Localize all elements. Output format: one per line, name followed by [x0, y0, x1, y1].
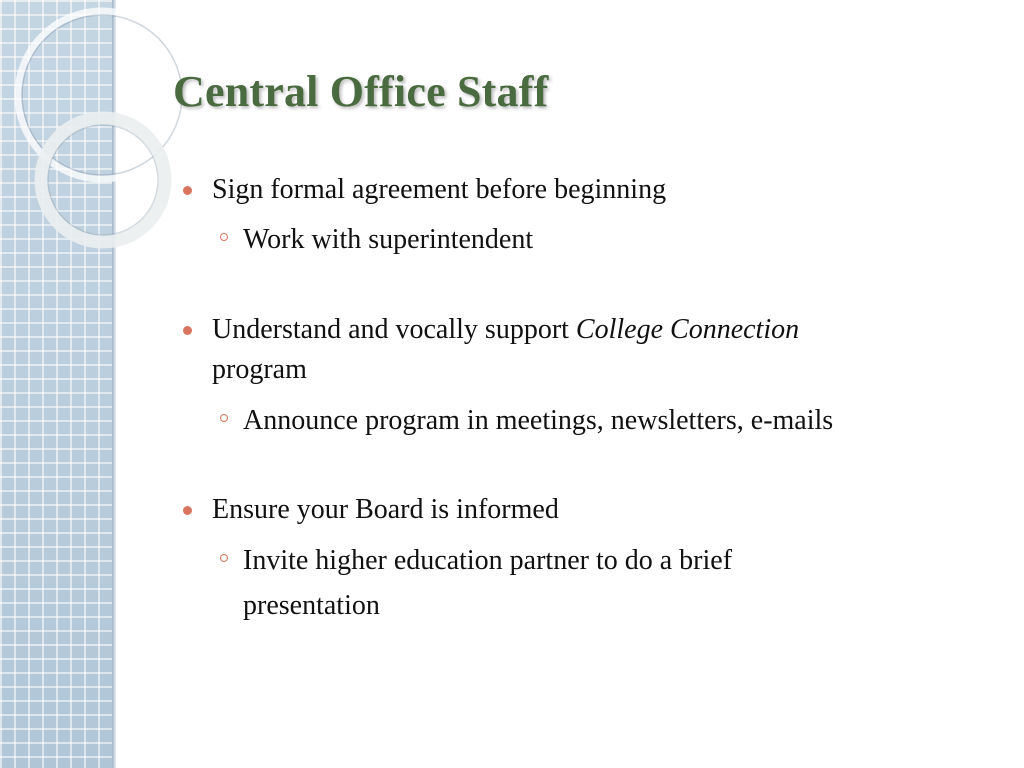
- bullet-item-3: Ensure your Board is informed: [212, 494, 559, 525]
- sub-bullet-item-2: Announce program in meetings, newsletters, e-mails: [243, 405, 834, 436]
- sub-bullet-ring-icon: [220, 233, 228, 241]
- sub-bullet-ring-icon: [220, 554, 228, 562]
- bullet-item-2: [212, 310, 799, 350]
- bullet-dot-icon: [183, 186, 192, 195]
- sub-bullet-ring-icon: [220, 414, 228, 422]
- sub-bullet-item-3: Invite higher education partner to do a brief: [243, 545, 733, 576]
- bullet-dot-icon: [183, 506, 192, 515]
- bullet-item-2-text: Understand and vocally support: [212, 314, 576, 345]
- bullet-item-2-continuation: program: [212, 354, 307, 385]
- bullet-item-1: Sign formal agreement before beginning: [212, 174, 667, 205]
- sub-bullet-item-3-continuation: presentation: [243, 590, 380, 621]
- bullet-dot-icon: [183, 326, 192, 335]
- program-name: College Connection: [575, 314, 800, 345]
- slide-title: Central Office Staff: [173, 67, 549, 116]
- sub-bullet-item-1: Work with superintendent: [243, 224, 534, 255]
